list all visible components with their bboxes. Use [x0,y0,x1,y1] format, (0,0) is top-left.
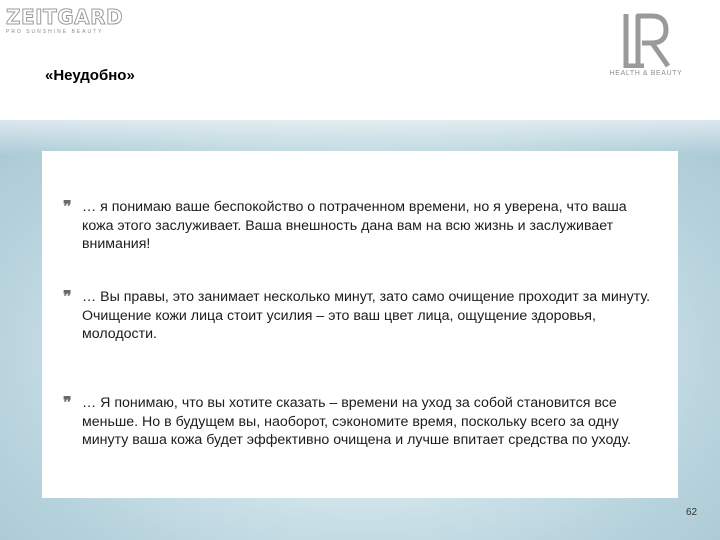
quote-item [63,288,653,344]
brand-name: ZEITGARD [6,5,124,29]
lr-logo-icon [620,12,672,68]
quote-text: … Я понимаю, что вы хотите сказать – времени на уход за собой становится все меньше. Но в будущем вы, наоборот, сэкономите время, поскольку всего за одну минуту ваша кожа будет эффективно очищена и лучше впитает средства по уходу. [82,395,631,448]
lr-logo [606,12,686,92]
content-panel [42,151,678,498]
brand-tagline: PRO SUNSHINE BEAUTY [6,29,104,35]
lr-tagline: HEALTH & BEAUTY [609,70,683,77]
quote-item [63,198,653,254]
page-title: «Неудобно» [45,67,135,84]
page-number: 62 [686,507,698,518]
quote-text: … Вы правы, это занимает несколько минут, зато само очищение проходит за минуту. Очищение кожи лица стоит усилия – это ваш цвет лица, ощущение здоровья, молодости. [82,289,651,342]
quote-mark-icon: ❞ [63,287,72,306]
zeitgard-logo [6,5,124,40]
background-fade [0,95,720,155]
quote-item [63,394,653,450]
quote-text: … я понимаю ваше беспокойство о потраченном времени, но я уверена, что ваша кожа этого заслуживает. Ваша внешность дана вам на всю жизнь и заслуживает внимания! [82,199,627,252]
quote-mark-icon: ❞ [63,393,72,412]
quote-mark-icon: ❞ [63,197,72,216]
